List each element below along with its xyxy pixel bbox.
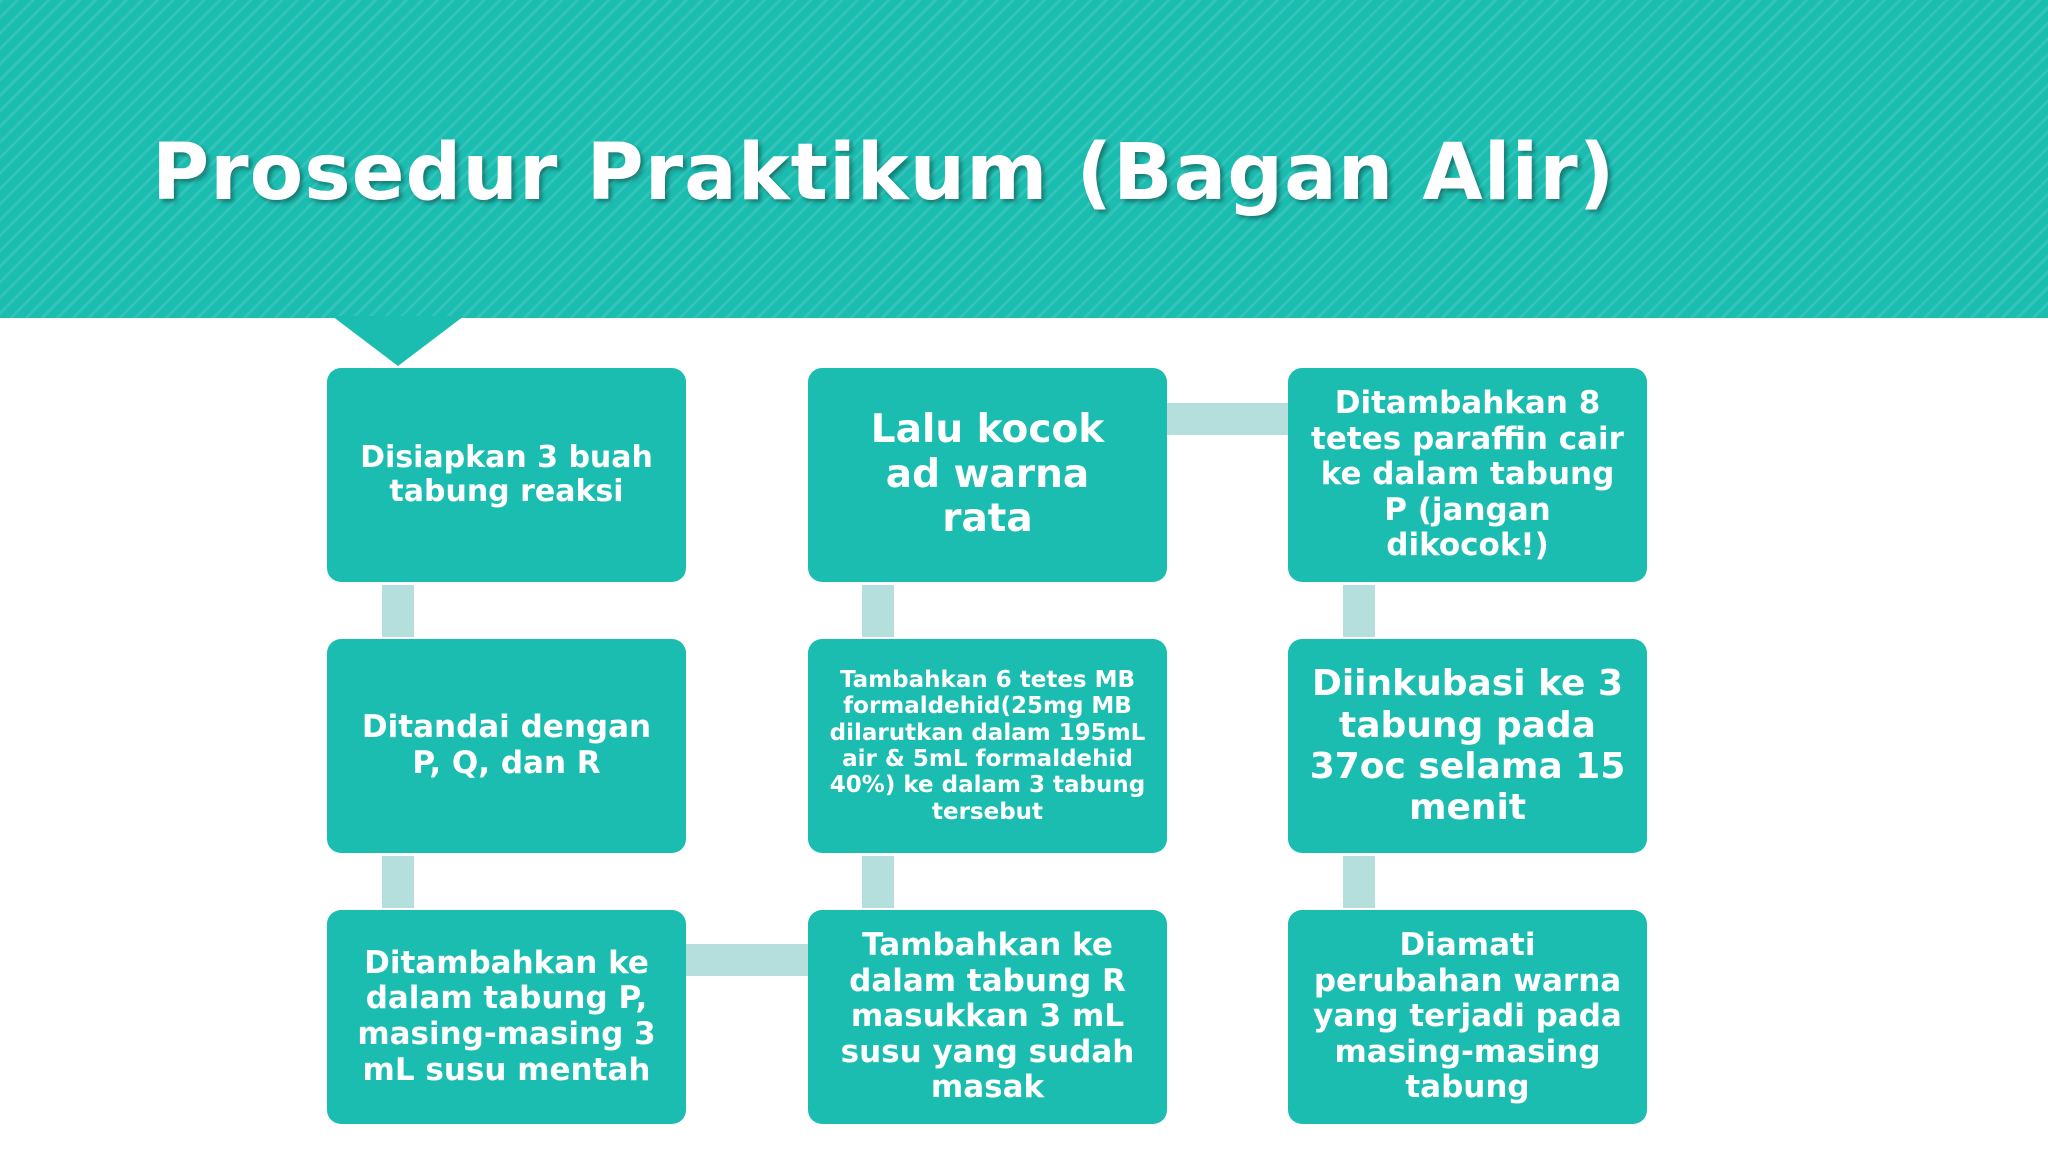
flow-step-2: [327, 639, 686, 853]
flow-step-5-text: Tambahkan 6 tetes MB formaldehid(25mg MB dilarutkan dalam 195mL air & 5mL formaldehid 40%) ke dalam 3 tabung tersebut: [829, 666, 1146, 825]
flow-step-9-text: Diamati perubahan warna yang terjadi pada masing-masing tabung: [1313, 926, 1622, 1106]
flow-step-7-text: Ditambahkan 8 tetes paraffin cair ke dalam tabung P (jangan dikocok!): [1311, 384, 1624, 564]
flow-step-4-text: Tambahkan ke dalam tabung R masukkan 3 mL susu yang sudah masak: [840, 926, 1135, 1106]
connector-7-8: [1343, 585, 1375, 637]
flow-step-3-text: Ditambahkan ke dalam tabung P, masing-masing 3 mL susu mentah: [357, 944, 656, 1088]
flow-step-1-text: Disiapkan 3 buah tabung reaksi: [360, 439, 653, 509]
connector-2-3: [382, 856, 414, 908]
banner-pointer: [332, 316, 464, 366]
connector-4-5: [862, 856, 894, 908]
slide-title: Prosedur Praktikum (Bagan Alir): [152, 128, 1616, 218]
flow-step-6: [808, 368, 1167, 582]
flow-step-8: [1288, 639, 1647, 853]
flow-step-9: [1288, 910, 1647, 1124]
flow-step-3: [327, 910, 686, 1124]
flow-step-6-text: Lalu kocok ad warna rata: [870, 406, 1105, 542]
connector-3-4: [686, 944, 808, 976]
connector-6-7: [1167, 403, 1288, 435]
flow-step-5: [808, 639, 1167, 853]
flow-step-8-text: Diinkubasi ke 3 tabung pada 37oc selama 15 menit: [1309, 663, 1626, 829]
flow-step-4: [808, 910, 1167, 1124]
connector-1-2: [382, 585, 414, 637]
connector-8-9: [1343, 856, 1375, 908]
flow-step-7: [1288, 368, 1647, 582]
flow-step-2-text: Ditandai dengan P, Q, dan R: [361, 709, 652, 781]
flow-step-1: [327, 368, 686, 582]
connector-5-6: [862, 585, 894, 637]
